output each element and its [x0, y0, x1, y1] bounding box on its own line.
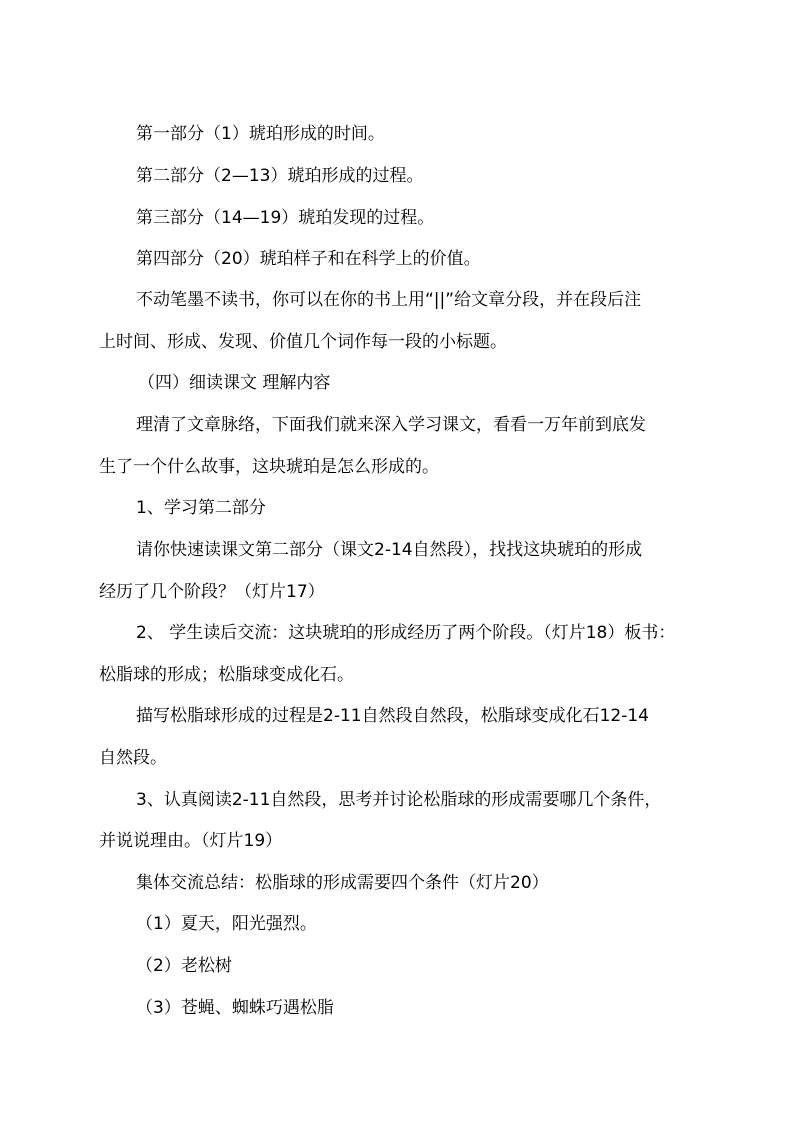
- paragraph-line: 不动笔墨不读书，你可以在你的书上用“||”给文章分段，并在段后注: [136, 290, 642, 310]
- list-item: （3）苍蝇、蜘蛛巧遇松脂: [136, 998, 334, 1018]
- paragraph-line: 集体交流总结：松脂球的形成需要四个条件（灯片20）: [136, 873, 549, 893]
- paragraph-line: 第四部分（20）琥珀样子和在科学上的价值。: [136, 249, 481, 269]
- paragraph-line: 描写松脂球形成的过程是2-11自然段自然段，松脂球变成化石12-14: [136, 706, 649, 726]
- paragraph-line: 请你快速读课文第二部分（课文2-14自然段），找找这块琥珀的形成: [136, 540, 643, 560]
- paragraph-line: 3、认真阅读2-11自然段，思考并讨论松脂球的形成需要哪几个条件，: [136, 790, 662, 810]
- paragraph-line: 松脂球的形成；松脂球变成化石。: [99, 665, 354, 685]
- paragraph-line: 2、 学生读后交流：这块琥珀的形成经历了两个阶段。（灯片18）板书：: [136, 623, 676, 643]
- section-heading: （四）细读课文 理解内容: [138, 373, 331, 393]
- paragraph-line: 理清了文章脉络，下面我们就来深入学习课文，看看一万年前到底发: [136, 415, 646, 435]
- list-item: （2）老松树: [136, 956, 232, 976]
- paragraph-line: 第二部分（2—13）琥珀形成的过程。: [136, 166, 424, 186]
- paragraph-line: 上时间、形成、发现、价值几个词作每一段的小标题。: [99, 332, 507, 352]
- paragraph-line: 自然段。: [99, 748, 167, 768]
- list-item: （1）夏天，阳光强烈。: [136, 914, 317, 934]
- paragraph-line: 生了一个什么故事，这块琥珀是怎么形成的。: [99, 457, 439, 477]
- paragraph-line: 第三部分（14—19）琥珀发现的过程。: [136, 208, 435, 228]
- paragraph-line: 经历了几个阶段？（灯片17）: [99, 582, 325, 602]
- paragraph-line: 第一部分（1）琥珀形成的时间。: [136, 124, 385, 144]
- paragraph-line: 并说说理由。（灯片19）: [99, 831, 283, 851]
- subsection-heading: 1、学习第二部分: [136, 498, 266, 518]
